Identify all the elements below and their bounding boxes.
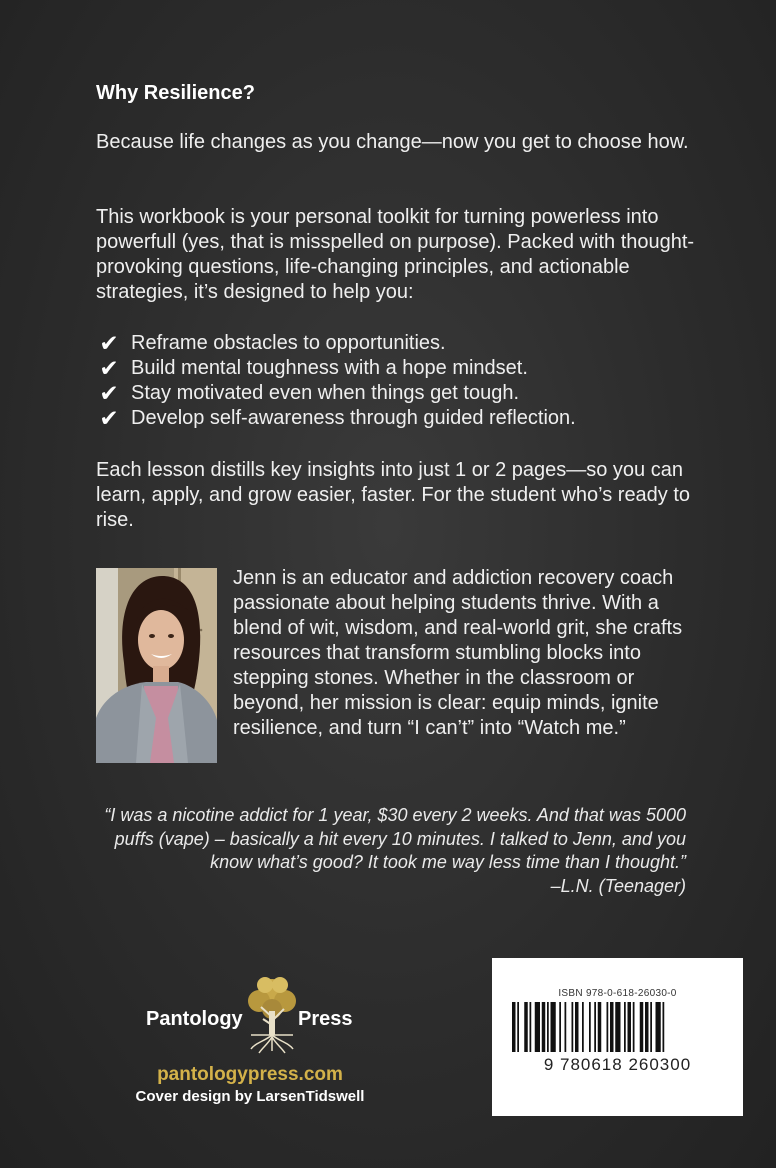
barcode-bar (517, 1002, 519, 1052)
barcode-bar (582, 1002, 584, 1052)
publisher-logo (146, 973, 356, 1055)
isbn-number: 9 780618 260300 (543, 1055, 692, 1074)
barcode-bar (575, 1002, 579, 1052)
barcode-bar (594, 1002, 596, 1052)
barcode-bar (615, 1002, 620, 1052)
publisher-name-left: Pantology (146, 1008, 243, 1030)
testimonial-quote: “I was a nicotine addict for 1 year, $30 every 2 weeks. And that was 5000 puffs (vape) – basically a hit every 10 minutes. I talked to Jenn, and you know what’s good? It took me way less time than I thought.” (104, 805, 686, 872)
publisher-website[interactable]: pantologypress.com (157, 1064, 343, 1085)
checklist-item (96, 331, 576, 356)
heading: Why Resilience? (96, 82, 255, 104)
checklist-item-text: Develop self-awareness through guided reflection. (131, 407, 576, 429)
isbn-label: ISBN 978-0-618-26030-0 (558, 988, 677, 999)
barcode-bar (589, 1002, 591, 1052)
benefits-checklist (96, 331, 576, 431)
barcode-bars (510, 1002, 724, 1052)
checklist-item-text: Stay motivated even when things get tough. (131, 382, 520, 404)
publisher-name-right: Press (298, 1008, 353, 1030)
lesson-paragraph: Each lesson distills key insights into just 1 or 2 pages—so you can learn, apply, and grow easier, faster. For the student who’s ready to rise. (96, 459, 691, 531)
barcode-bar (633, 1002, 635, 1052)
checklist-item (96, 406, 576, 431)
tree-icon (243, 973, 301, 1055)
barcode-bar (547, 1002, 549, 1052)
workbook-paragraph: This workbook is your personal toolkit for turning powerless into powerfull (yes, that is misspelled on purpose). Packed with thought-provoking questions, life-changing principles, and actionable strategies, it’s designed to help you: (96, 206, 695, 303)
barcode-bar (542, 1002, 546, 1052)
checklist-item-text: Build mental toughness with a hope mindset. (131, 357, 528, 379)
barcode-bar (640, 1002, 644, 1052)
barcode-bar (530, 1002, 532, 1052)
checklist-item-text: Reframe obstacles to opportunities. (131, 332, 446, 354)
barcode-bar (650, 1002, 652, 1052)
checkmark-icon: ✔ (99, 355, 119, 381)
barcode-bar (656, 1002, 661, 1052)
author-photo (96, 568, 217, 763)
checkmark-icon: ✔ (99, 330, 119, 356)
barcode-bar (607, 1002, 609, 1052)
barcode-bar (624, 1002, 626, 1052)
checkmark-icon: ✔ (99, 405, 119, 431)
checklist-item (96, 356, 576, 381)
barcode-bar (572, 1002, 574, 1052)
barcode-bar (610, 1002, 614, 1052)
testimonial (90, 804, 686, 898)
barcode-bar (598, 1002, 602, 1052)
isbn-barcode (492, 958, 743, 1116)
barcode-bar (551, 1002, 556, 1052)
barcode-bar (565, 1002, 567, 1052)
barcode-bar (559, 1002, 561, 1052)
barcode-bar (512, 1002, 516, 1052)
barcode-bar (645, 1002, 649, 1052)
testimonial-attribution: –L.N. (Teenager) (550, 875, 686, 896)
checklist-item (96, 381, 576, 406)
checkmark-icon: ✔ (99, 380, 119, 406)
intro-paragraph: Because life changes as you change—now you get to choose how. (96, 131, 689, 153)
barcode-bar (628, 1002, 632, 1052)
barcode-bar (663, 1002, 665, 1052)
cover-design-credit: Cover design by LarsenTidswell (135, 1088, 365, 1105)
author-bio: Jenn is an educator and addiction recovery coach passionate about helping students thrive. With a blend of wit, wisdom, and real-world grit, she crafts resources that transform stumbling blocks into stepping stones. Whether in the classroom or beyond, her mission is clear: equip minds, ignite resilience, and turn “I can’t” into “Watch me.” (233, 567, 683, 739)
barcode-bar (535, 1002, 540, 1052)
barcode-bar (524, 1002, 528, 1052)
